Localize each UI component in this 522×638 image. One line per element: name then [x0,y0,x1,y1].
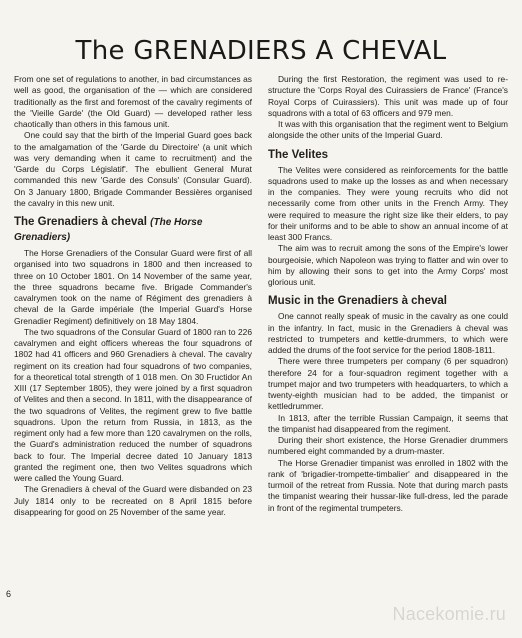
heading-subtitle: (The Horse Grenadiers) [14,217,203,243]
paragraph: During the first Restoration, the regiment was used to re-structure the 'Corps Royal des Cuirassiers de France' (France's Royal Corps of Cuirassiers). This unit was made up of four squadrons with a total of 63 officers and 979 men. [268,74,508,118]
section-heading-music: Music in the Grenadiers à cheval [268,295,447,308]
paragraph: It was with this organisation that the regiment went to Belgium alongside the other units of the Imperial Guard. [268,119,508,141]
paragraph: The Horse Grenadier timpanist was enrolled in 1802 with the rank of 'brigadier-trompette-timbalier' and disappeared in the turmoil of the retreat from Russia. Note that during march pasts the timpanist wearing their hussar-like full-dress, led the parade in front of the regimental trumpeters. [268,457,508,513]
page-number: 6 [6,589,12,599]
paragraph: In 1813, after the terrible Russian Campaign, it seems that the timpanist had disappeared from the regiment. [268,412,508,434]
paragraph: One could say that the birth of the Imperial Guard goes back to the amalgamation of the 'Garde du Directoire' (a unit which was very demanding when it came to recruitment) and the 'Garde du Corps Législatif'. The ebullient General Murat commanded this new 'Garde des Consuls' (Consular Guard). On 3 January 1800, Brigade Commander Bessières organised the cavalry in this new unit. [14,130,252,208]
paragraph: The Grenadiers à cheval of the Guard were disbanded on 23 July 1814 only to be recreated on 8 April 1815 before disappearing for good on 25 November of the same year. [14,484,252,517]
left-column [14,74,252,518]
paragraph: The two squadrons of the Consular Guard of 1800 ran to 226 cavalrymen and eight officers whereas the four squadrons of 1802 had 41 officers and 960 Grenadiers à cheval. The cavalry regiment on its creation had four squadrons of two companies, for a theoretical total strength of 1 018 men. On 30 Fructidor An XIII (17 September 1805), they were joined by a first squadron of Velites and then a second. In 1811, with the disappearance of the two squadrons of Velites, the regiment grew to five battle squadrons. Upon the return from Russia, in 1813, as the regiment only had a few more than 120 cavalrymen on the rolls, the Guard's administration reduced the number of squadrons back to four. The Imperial decree dated 10 January 1813 granted the regiment one, then two Velites squadrons which were called the Young Guard. [14,326,252,483]
paragraph: From one set of regulations to another, in bad circumstances as well as good, the organisation of the — which are considered traditionally as the first and foremost of the cavalry regiments of the 'Vieille Garde' (the Old Guard) — developed rather less chaotically than others in this famous unit. [14,74,252,129]
paragraph: The Velites were considered as reinforcements for the battle squadrons used to make up the losses as and when necessary in the companies. They were young recruits who did not necessarily come from other units in the French Army. They were required to measure the right size like their elders, to pay for their uniforms and to be able to show an annual income of at least 300 Francs. [268,164,508,242]
watermark: Nacekomie.ru [392,604,506,624]
paragraph: One cannot really speak of music in the cavalry as one could in the infantry. In fact, music in the Grenadiers à cheval was restricted to trumpeters and kettle-drummers, to which were added the drums of the foot service for the period 1808-1811. [268,311,508,355]
right-column [268,74,508,514]
paragraph: The aim was to recruit among the sons of the Empire's lower bourgeoisie, which Napoleon was trying to flatter and win over to him by allowing their sons to get into the Army Corps' most glorious unit. [268,243,508,287]
paragraph: There were three trumpeters per company (6 per squadron) therefore 24 for a four-squadron regiment together with a trumpet major and two trumpeters with headquarters, to which a twenty-eighth musician had to be added, the timpanist or kettledrummer. [268,356,508,412]
page-title: The GRENADIERS A CHEVAL [75,36,447,66]
section-heading-velites: The Velites [268,148,329,161]
section-heading-horse-grenadiers [14,215,252,245]
paragraph: During their short existence, the Horse Grenadier drummers numbered eight commanded by a drum-master. [268,435,508,457]
paragraph: The Horse Grenadiers of the Consular Guard were first of all organised into two squadrons in 1800 and then increased to three on 10 October 1801. On 14 November of the same year, the three squadrons became five. Brigade Commander's cavalrymen took on the name of Régiment des grenadiers à cheval de la Garde impériale (the Imperial Guard's Horse Grenadier Regiment) definitively on 18 May 1804. [14,248,252,326]
heading-main: The Grenadiers à cheval [14,216,151,228]
